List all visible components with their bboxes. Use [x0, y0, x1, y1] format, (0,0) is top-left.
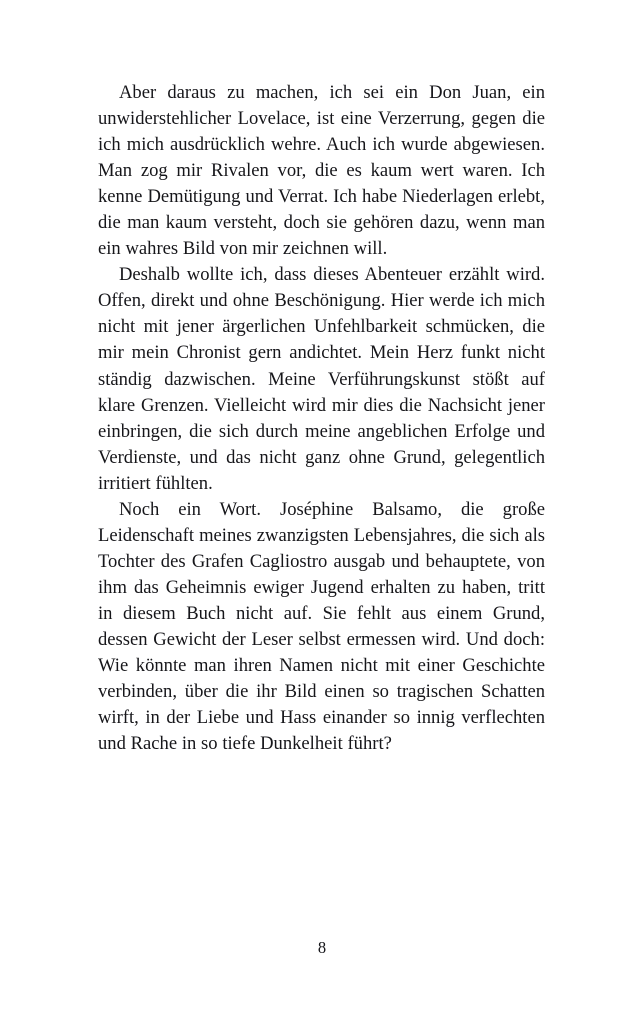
- body-paragraph-1: Aber daraus zu machen, ich sei ein Don Juan, ein unwiderstehlicher Lovelace, ist eine Verzerrung, gegen die ich mich ausdrücklich wehre. Auch ich wurde abgewiesen. Man zog mir Rivalen vor, die es kaum wert waren. Ich kenne Demütigung und Verrat. Ich habe Niederlagen erlebt, die man kaum versteht, doch sie gehören dazu, wenn man ein wahres Bild von mir zeichnen will.: [98, 82, 545, 260]
- body-paragraph-3: Noch ein Wort. Joséphine Balsamo, die große Leidenschaft meines zwanzigsten Lebensjahres, die sich als Tochter des Grafen Cagliostro ausgab und behauptete, von ihm das Geheimnis ewiger Jugend erhalten zu haben, tritt in diesem Buch nicht auf. Sie fehlt aus einem Grund, dessen Gewicht der Leser selbst ermessen wird. Und doch: Wie könnte man ihren Namen nicht mit einer Geschichte verbinden, über die ihr Bild einen so tragischen Schatten wirft, in der Liebe und Hass einander so innig verflechten und Rache in so tiefe Dunkelheit führt?: [98, 498, 545, 755]
- page-number: 8: [317, 938, 327, 957]
- body-paragraph-2: Deshalb wollte ich, dass dieses Abenteuer erzählt wird. Offen, direkt und ohne Beschönigung. Hier werde ich mich nicht mit jener ärgerlichen Unfehlbarkeit schmücken, die mir mein Chronist gern andichtet. Mein Herz funkt nicht ständig dazwischen. Meine Verführungskunst stößt auf klare Grenzen. Vielleicht wird mir dies die Nachsicht jener einbringen, die sich durch meine angeblichen Erfolge und Verdienste, und das nicht ganz ohne Grund, gelegentlich irritiert fühlten.: [98, 264, 545, 494]
- page-text-block: [98, 80, 545, 757]
